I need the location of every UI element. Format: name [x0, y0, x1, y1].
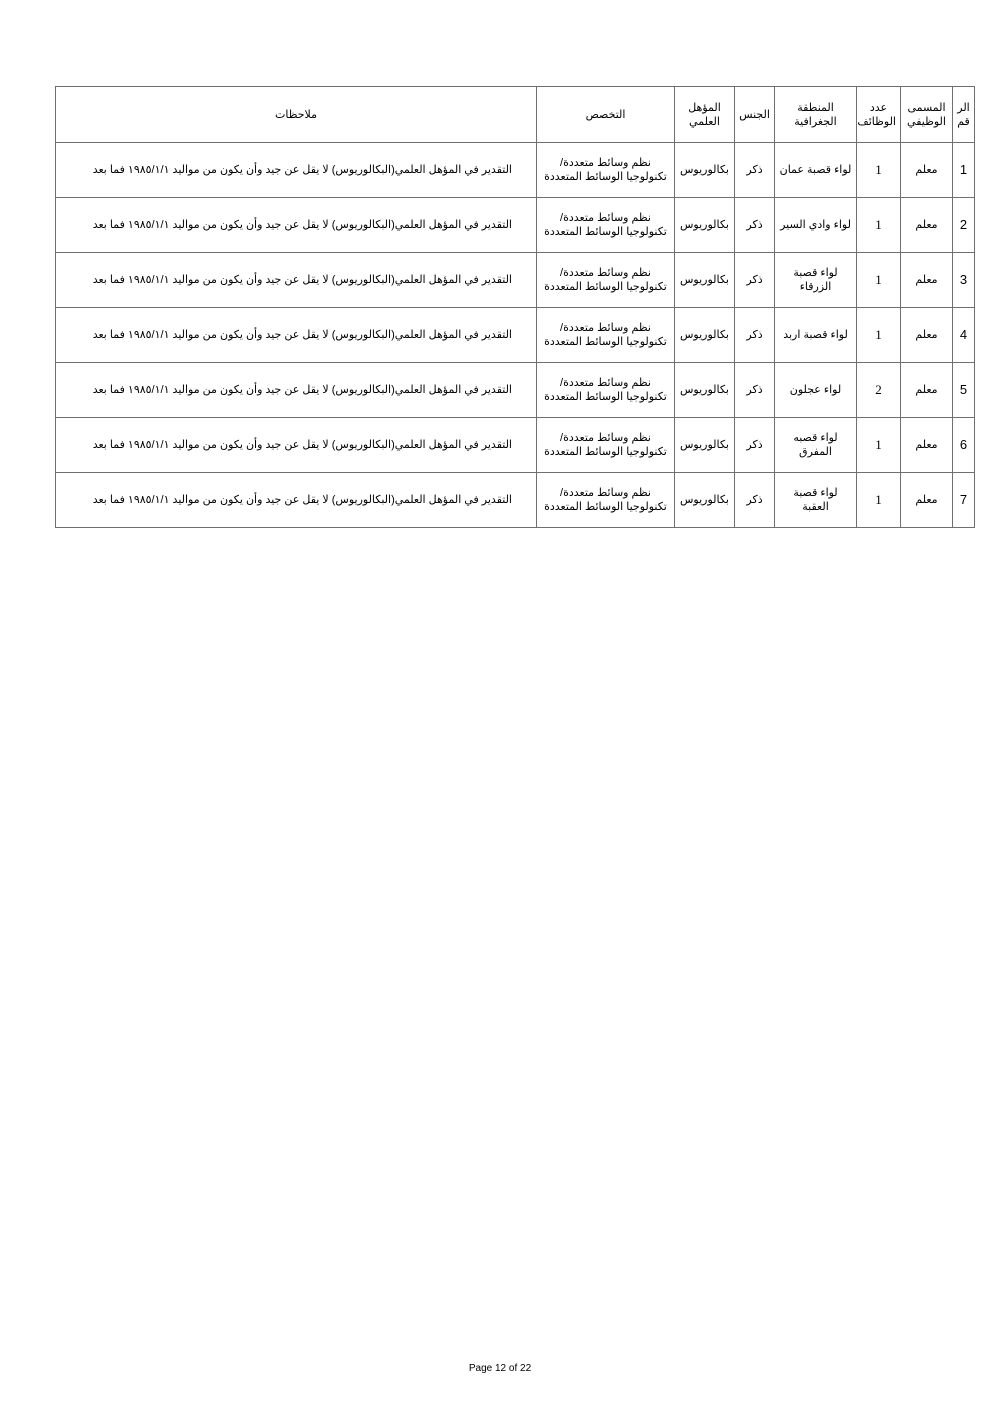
- row-job-title: معلم: [901, 253, 953, 308]
- row-qualification: بكالوريوس: [675, 363, 735, 418]
- row-qualification: بكالوريوس: [675, 143, 735, 198]
- row-qualification: بكالوريوس: [675, 473, 735, 528]
- row-notes: التقدير في المؤهل العلمي(البكالوريوس) لا يقل عن جيد وأن يكون من مواليد ١٩٨٥/١/١ فما بعد: [56, 308, 537, 363]
- row-qualification: بكالوريوس: [675, 253, 735, 308]
- row-region: لواء وادي السير: [775, 198, 857, 253]
- row-region: لواء قصبة عمان: [775, 143, 857, 198]
- page-footer: Page 12 of 22: [468, 1363, 532, 1374]
- table-body: [56, 143, 975, 528]
- row-number: 6: [953, 418, 975, 473]
- row-region: لواء قصبة العقبة: [775, 473, 857, 528]
- row-notes: التقدير في المؤهل العلمي(البكالوريوس) لا يقل عن جيد وأن يكون من مواليد ١٩٨٥/١/١ فما بعد: [56, 363, 537, 418]
- row-number: 5: [953, 363, 975, 418]
- row-specialization: نظم وسائط متعددة/تكنولوجيا الوسائط المتعددة: [537, 143, 675, 198]
- row-specialization: نظم وسائط متعددة/تكنولوجيا الوسائط المتعددة: [537, 418, 675, 473]
- row-specialization: نظم وسائط متعددة/تكنولوجيا الوسائط المتعددة: [537, 473, 675, 528]
- row-region: لواء قصبة اربد: [775, 308, 857, 363]
- row-gender: ذكر: [735, 253, 775, 308]
- row-notes: التقدير في المؤهل العلمي(البكالوريوس) لا يقل عن جيد وأن يكون من مواليد ١٩٨٥/١/١ فما بعد: [56, 198, 537, 253]
- row-specialization: نظم وسائط متعددة/تكنولوجيا الوسائط المتعددة: [537, 253, 675, 308]
- header-number: الر قم: [953, 87, 975, 143]
- jobs-table: [55, 86, 975, 528]
- row-number: 7: [953, 473, 975, 528]
- header-row: [56, 87, 975, 143]
- row-job-count: 1: [857, 418, 901, 473]
- row-job-title: معلم: [901, 308, 953, 363]
- header-job-title: المسمى الوظيفي: [901, 87, 953, 143]
- table-row: [56, 253, 975, 308]
- row-number: 3: [953, 253, 975, 308]
- row-job-count: 1: [857, 308, 901, 363]
- row-specialization: نظم وسائط متعددة/تكنولوجيا الوسائط المتعددة: [537, 363, 675, 418]
- header-notes: ملاحظات: [56, 87, 537, 143]
- row-notes: التقدير في المؤهل العلمي(البكالوريوس) لا يقل عن جيد وأن يكون من مواليد ١٩٨٥/١/١ فما بعد: [56, 473, 537, 528]
- row-gender: ذكر: [735, 363, 775, 418]
- table-row: [56, 418, 975, 473]
- header-gender: الجنس: [735, 87, 775, 143]
- row-notes: التقدير في المؤهل العلمي(البكالوريوس) لا يقل عن جيد وأن يكون من مواليد ١٩٨٥/١/١ فما بعد: [56, 253, 537, 308]
- table-row: [56, 143, 975, 198]
- row-specialization: نظم وسائط متعددة/تكنولوجيا الوسائط المتعددة: [537, 308, 675, 363]
- row-number: 2: [953, 198, 975, 253]
- row-gender: ذكر: [735, 143, 775, 198]
- row-gender: ذكر: [735, 308, 775, 363]
- table-row: [56, 363, 975, 418]
- table-row: [56, 308, 975, 363]
- row-qualification: بكالوريوس: [675, 198, 735, 253]
- row-job-title: معلم: [901, 143, 953, 198]
- row-job-count: 1: [857, 143, 901, 198]
- row-notes: التقدير في المؤهل العلمي(البكالوريوس) لا يقل عن جيد وأن يكون من مواليد ١٩٨٥/١/١ فما بعد: [56, 418, 537, 473]
- header-region: المنطقة الجغرافية: [775, 87, 857, 143]
- row-qualification: بكالوريوس: [675, 418, 735, 473]
- row-region: لواء قصبة الزرقاء: [775, 253, 857, 308]
- header-specialization: التخصص: [537, 87, 675, 143]
- row-gender: ذكر: [735, 418, 775, 473]
- row-job-count: 1: [857, 473, 901, 528]
- header-qualification: المؤهل العلمي: [675, 87, 735, 143]
- row-gender: ذكر: [735, 473, 775, 528]
- row-job-count: 1: [857, 253, 901, 308]
- row-job-title: معلم: [901, 473, 953, 528]
- row-qualification: بكالوريوس: [675, 308, 735, 363]
- row-region: لواء قصبه المفرق: [775, 418, 857, 473]
- table-row: [56, 473, 975, 528]
- row-job-count: 1: [857, 198, 901, 253]
- row-job-title: معلم: [901, 418, 953, 473]
- row-notes: التقدير في المؤهل العلمي(البكالوريوس) لا يقل عن جيد وأن يكون من مواليد ١٩٨٥/١/١ فما بعد: [56, 143, 537, 198]
- row-region: لواء عجلون: [775, 363, 857, 418]
- row-job-count: 2: [857, 363, 901, 418]
- row-job-title: معلم: [901, 363, 953, 418]
- row-number: 4: [953, 308, 975, 363]
- header-job-count: عدد الوظائف: [857, 87, 901, 143]
- row-number: 1: [953, 143, 975, 198]
- table-header: [56, 87, 975, 143]
- row-specialization: نظم وسائط متعددة/تكنولوجيا الوسائط المتعددة: [537, 198, 675, 253]
- row-job-title: معلم: [901, 198, 953, 253]
- row-gender: ذكر: [735, 198, 775, 253]
- table-row: [56, 198, 975, 253]
